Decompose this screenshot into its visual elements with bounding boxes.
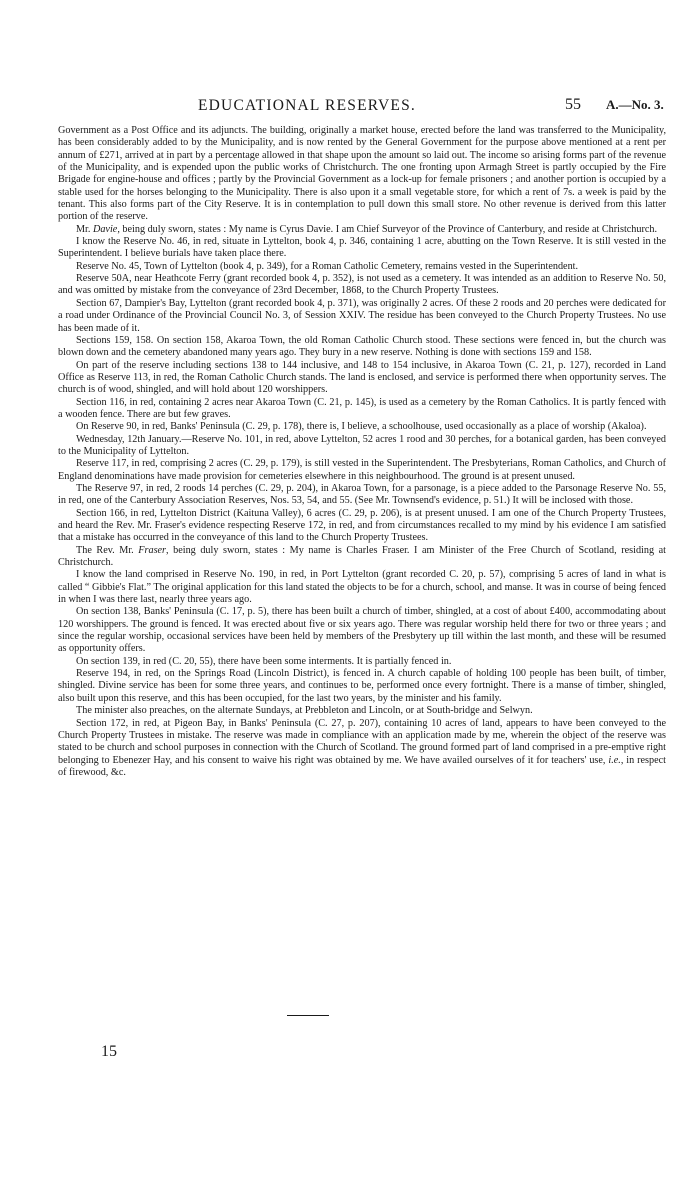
paragraph: Reserve 50A, near Heathcote Ferry (grant recorded book 4, p. 352), is not used as a cemetery. It was intended as an addition to Reserve No. 50, and was omitted by mistake from the conveyance of 23rd December, 1868, to the Church Property Trustees.	[58, 273, 666, 297]
paragraph: The minister also preaches, on the alternate Sundays, at Prebbleton and Lincoln, or at South-bridge and Selwyn.	[76, 705, 533, 717]
paragraph: I know the Reserve No. 46, in red, situate in Lyttelton, book 4, p. 346, containing 1 acre, abutting on the Town Reserve. It is still vested in the Superintendent. I believe burials have taken place there.	[58, 236, 666, 260]
running-title: EDUCATIONAL RESERVES.	[198, 97, 416, 114]
paragraph: Section 172, in red, at Pigeon Bay, in Banks' Peninsula (C. 27, p. 207), containing 10 acres of land, appears to have been conveyed to the Church Property Trustees in mistake. The reserve was made in compliance with an application made by me, wherein the object of the reserve was stated to be church and school purposes in connection with the Church of Scotland. The ground formed part of land comprised in a pre-emptive right belonging to Ebenezer Hay, and his consent to waive his right was obtained by me. We have availed ourselves of it for teachers' use, i.e., in respect of firewood, &c.	[58, 717, 666, 778]
paper-reference: A.—No. 3.	[606, 97, 664, 112]
paragraph: Wednesday, 12th January.—Reserve No. 101, in red, above Lyttelton, 52 acres 1 rood and 30 perches, for a botanical garden, has been conveyed to the Municipality of Lyttelton.	[58, 433, 666, 457]
printer-signature-mark: 15	[101, 1043, 117, 1060]
page-number: 55	[565, 96, 581, 113]
paragraph: On Reserve 90, in red, Banks' Peninsula (C. 29, p. 178), there is, I believe, a schoolhouse, used occasionally as a place of worship (Akaloa).	[76, 421, 647, 433]
paragraph: The Rev. Mr. Fraser, being duly sworn, states : My name is Charles Fraser. I am Minister of the Free Church of Scotland, residing at Christchurch.	[58, 544, 666, 569]
closing-rule	[287, 1015, 329, 1016]
paragraph: Section 166, in red, Lyttelton District (Kaituna Valley), 6 acres (C. 29, p. 206), is at present unused. I am one of the Church Property Trustees, and heard the Rev. Mr. Fraser's evidence respecting Reserve 172, in red, and from circumstances recalled to my mind by his evidence I am satisfied that a mistake has occurred in the conveyance of this land to the Church Property Trustees.	[58, 507, 666, 544]
paragraph: Reserve No. 45, Town of Lyttelton (book 4, p. 349), for a Roman Catholic Cemetery, remains vested in the Superintendent.	[76, 260, 579, 272]
paragraph: The Reserve 97, in red, 2 roods 14 perches (C. 29, p. 204), in Akaroa Town, for a parsonage, is a piece added to the Parsonage Reserve No. 55, in red, one of the Canterbury Association Reserves, Nos. 53, 54, and 55. (See Mr. Townsend's evidence, p. 51.) It will be inclosed with those.	[58, 482, 666, 507]
paragraph: Section 67, Dampier's Bay, Lyttelton (grant recorded book 4, p. 371), was originally 2 acres. Of these 2 roods and 20 perches were dedicated for a road under Ordinance of the Provincial Council No. 3, of Session XXIV. The residue has been conveyed to the Church Property Trustees. No use has been made of it.	[58, 297, 666, 334]
paragraph: Mr. Davie, being duly sworn, states : My name is Cyrus Davie. I am Chief Surveyor of the Province of Canterbury, and reside at Christchurch.	[76, 223, 658, 235]
paragraph: Section 116, in red, containing 2 acres near Akaroa Town (C. 21, p. 145), is used as a cemetery by the Roman Catholics. It is partly fenced with a wooden fence. There are but few graves.	[58, 396, 666, 420]
paragraph: I know the land comprised in Reserve No. 190, in red, in Port Lyttelton (grant recorded C. 20, p. 57), comprising 5 acres of land in what is called “ Gibbie's Flat.” The original application for this land stated the objects to be for a church, school, and manse. It was in course of being fenced in when I was there last, nearly three years ago.	[58, 569, 666, 606]
paragraph: Reserve 194, in red, on the Springs Road (Lincoln District), is fenced in. A church capable of holding 100 people has been built, of timber, shingled. Divine service has been for some three years, and continues to be, performed once every fortnight. There is a manse of timber, shingled, also built upon this reserve, and this has been occupied, for the last two years, by the minister and his family.	[58, 668, 666, 704]
paragraph: Reserve 117, in red, comprising 2 acres (C. 29, p. 179), is still vested in the Superintendent. The Presbyterians, Roman Catholics, and Church of England denominations have made provision for cemeteries elsewhere in this neighbourhood. The ground is at present unused.	[58, 458, 666, 482]
body-text	[58, 125, 666, 779]
paragraph: On part of the reserve including sections 138 to 144 inclusive, and 148 to 154 inclusive, in Akaroa Town (C. 21, p. 127), recorded in Land Office as Reserve 113, in red, the Roman Catholic Church stands. The land is enclosed, and service is performed there when opportunity serves. The church is of wood, shingled, and will hold about 120 worshippers.	[58, 359, 666, 396]
paragraph: Sections 159, 158. On section 158, Akaroa Town, the old Roman Catholic Church stood. These sections were fenced in, but the church was blown down and the cemetery abandoned many years ago. They bury in a new reserve. Nothing is done with sections 159 and 158.	[58, 334, 666, 359]
paragraph: On section 138, Banks' Peninsula (C. 17, p. 5), there has been built a church of timber, shingled, at a cost of about £400, accommodating about 120 worshippers. The ground is fenced. It was erected about five or six years ago. There was regular worship held there for two or three years ; and since the regular worship, occasional services have been held by members of the Presbytery up till within the last month, and these will be resumed as opportunity offers.	[58, 606, 666, 655]
paragraph: On section 139, in red (C. 20, 55), there have been some interments. It is partially fenced in.	[76, 655, 452, 667]
paragraph: Government as a Post Office and its adjuncts. The building, originally a market house, erected before the land was transferred to the Municipality, has been considerably added to by the Municipality, and is now rented by the General Government for the purpose above mentioned at a rent per annum of £271, arrived at in part by a percentage allowed in that shape upon the amount so laid out. The income so arising forms part of the revenue of the Municipality, and is expended upon the public works of Christchurch. The one fronting upon Armagh Street is partly occupied by the Fire Brigade for engine-house and offices ; partly by the Provincial Government as a lock-up for female prisoners ; and another portion is occupied by a stable used for the horses belonging to the Municipality. There is also upon it a small vegetable store, for which a rent of 7s. a week is paid by the tenant. This also forms part of the City Reserve. It is in contemplation to pull down this small store. No other revenue is derived from this latter portion of the reserve.	[58, 125, 666, 223]
